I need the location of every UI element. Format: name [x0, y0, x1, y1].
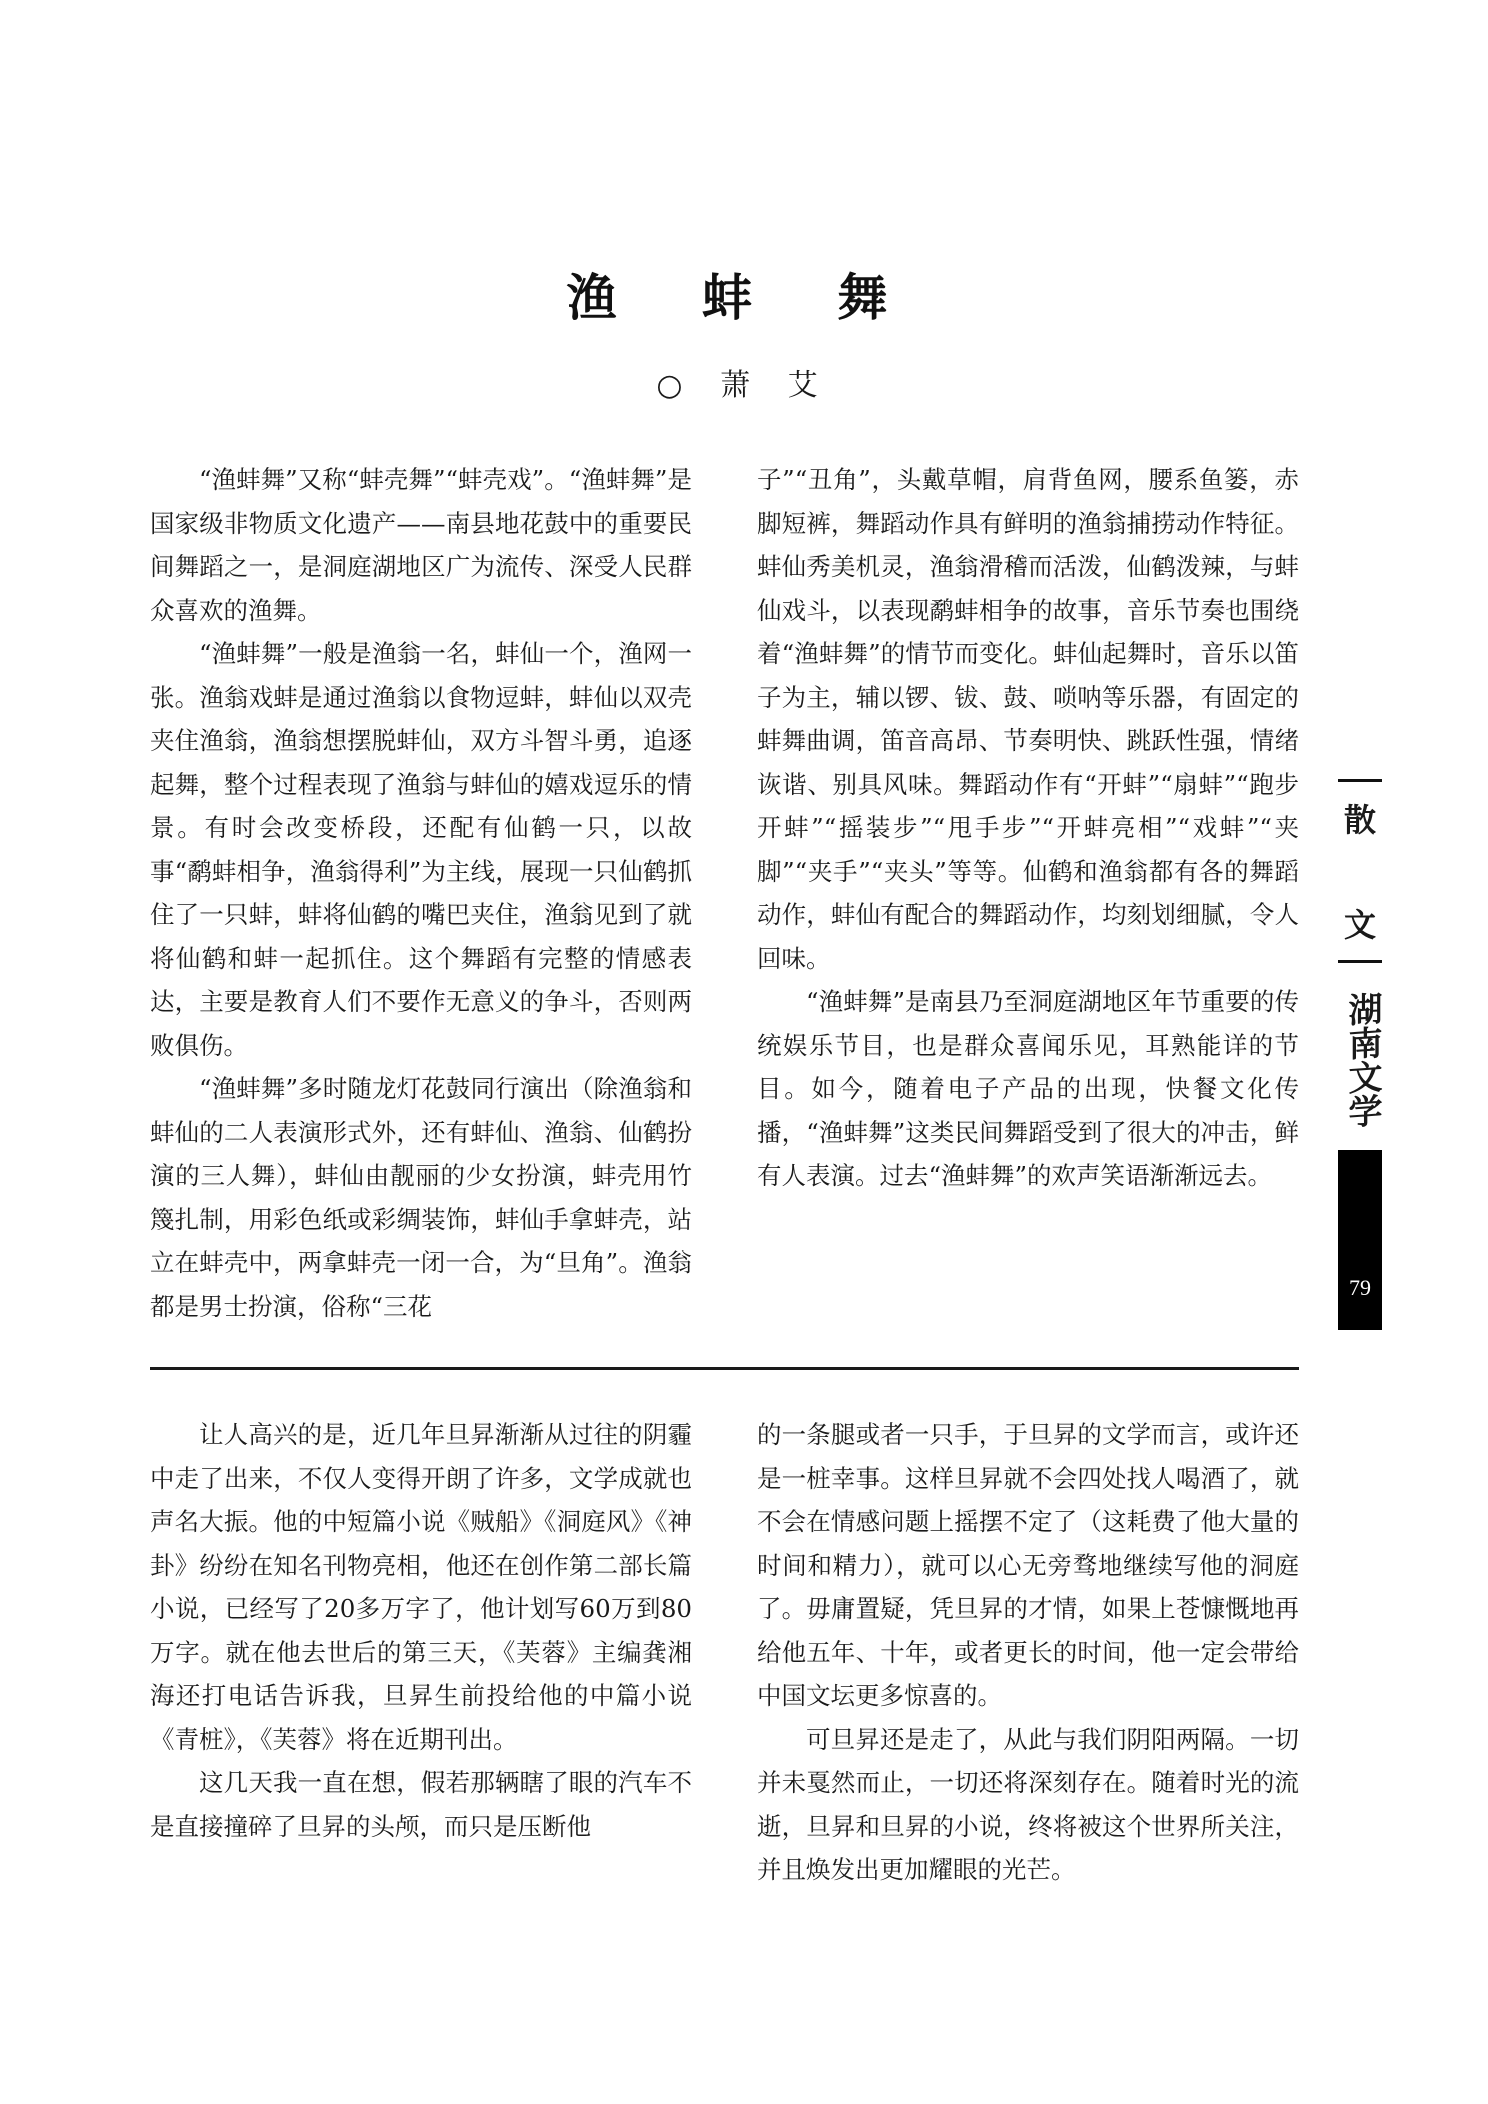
sidebar-rule-middle	[1338, 960, 1382, 963]
section-label-char: 文	[1343, 906, 1376, 944]
column-2	[757, 458, 1299, 1198]
paragraph: 这几天我一直在想，假若那辆瞎了眼的汽车不是直接撞碎了旦昇的头颅，而只是压断他	[150, 1768, 692, 1841]
sidebar-rule-top	[1338, 779, 1382, 782]
paragraph: “渔蚌舞”又称“蚌壳舞”“蚌壳戏”。“渔蚌舞”是国家级非物质文化遗产——南县地花鼓中的重要民间舞蹈之一，是洞庭湖地区广为流传、深受人民群众喜欢的渔舞。	[150, 465, 692, 625]
paragraph: “渔蚌舞”一般是渔翁一名，蚌仙一个，渔网一张。渔翁戏蚌是通过渔翁以食物逗蚌，蚌仙以双壳夹住渔翁，渔翁想摆脱蚌仙，双方斗智斗勇，追逐起舞，整个过程表现了渔翁与蚌仙的嬉戏逗乐的情景。有时会改变桥段，还配有仙鹤一只，以故事“鹬蚌相争，渔翁得利”为主线，展现一只仙鹤抓住了一只蚌，蚌将仙鹤的嘴巴夹住，渔翁见到了就将仙鹤和蚌一起抓住。这个舞蹈有完整的情感表达，主要是教育人们不要作无意义的争斗，否则两败俱伤。	[150, 639, 692, 1060]
column-3	[150, 1413, 692, 1848]
column-4	[757, 1413, 1299, 1892]
paragraph: “渔蚌舞”多时随龙灯花鼓同行演出（除渔翁和蚌仙的二人表演形式外，还有蚌仙、渔翁、仙鹤扮演的三人舞），蚌仙由靓丽的少女扮演，蚌壳用竹篾扎制，用彩色纸或彩绸装饰，蚌仙手拿蚌壳，站立在蚌壳中，两拿蚌壳一闭一合，为“旦角”。渔翁都是男士扮演，俗称“三花	[150, 1074, 692, 1321]
section-label-char: 散	[1343, 801, 1376, 839]
column-1	[150, 458, 692, 1328]
article-title: 渔 蚌 舞	[566, 269, 922, 327]
page-number-box	[1338, 1150, 1382, 1330]
article-author: ○ 萧 艾	[656, 368, 832, 403]
paragraph: 的一条腿或者一只手，于旦昇的文学而言，或许还是一桩幸事。这样旦昇就不会四处找人喝酒了，就不会在情感问题上摇摆不定了（这耗费了他大量的时间和精力），就可以心无旁骛地继续写他的洞庭了。毋庸置疑，凭旦昇的才情，如果上苍慷慨地再给他五年、十年，或者更长的时间，他一定会带给中国文坛更多惊喜的。	[757, 1420, 1299, 1710]
magazine-name: 湖南文学	[1342, 990, 1382, 1130]
paragraph: 可旦昇还是走了，从此与我们阴阳两隔。一切并未戛然而止，一切还将深刻存在。随着时光的流逝，旦昇和旦昇的小说，终将被这个世界所关注，并且焕发出更加耀眼的光芒。	[757, 1724, 1299, 1884]
section-divider	[150, 1367, 1299, 1370]
paragraph: 子”“丑角”，头戴草帽，肩背鱼网，腰系鱼篓，赤脚短裤，舞蹈动作具有鲜明的渔翁捕捞动作特征。蚌仙秀美机灵，渔翁滑稽而活泼，仙鹤泼辣，与蚌仙戏斗，以表现鹬蚌相争的故事，音乐节奏也围绕着“渔蚌舞”的情节而变化。蚌仙起舞时，音乐以笛子为主，辅以锣、钹、鼓、唢呐等乐器，有固定的蚌舞曲调，笛音高昂、节奏明快、跳跃性强，情绪诙谐、别具风味。舞蹈动作有“开蚌”“扇蚌”“跑步开蚌”“摇装步”“甩手步”“开蚌亮相”“戏蚌”“夹脚”“夹手”“夹头”等等。仙鹤和渔翁都有各的舞蹈动作，蚌仙有配合的舞蹈动作，均刻划细腻，令人回味。	[757, 465, 1299, 973]
paragraph: 让人高兴的是，近几年旦昇渐渐从过往的阴霾中走了出来，不仅人变得开朗了许多，文学成就也声名大振。他的中短篇小说《贼船》《洞庭风》《神卦》纷纷在知名刊物亮相，他还在创作第二部长篇小说，已经写了20多万字了，他计划写60万到80万字。就在他去世后的第三天，《芙蓉》主编龚湘海还打电话告诉我，旦昇生前投给他的中篇小说《青桩》，《芙蓉》将在近期刊出。	[150, 1420, 692, 1754]
paragraph: “渔蚌舞”是南县乃至洞庭湖地区年节重要的传统娱乐节目，也是群众喜闻乐见，耳熟能详的节目。如今，随着电子产品的出现，快餐文化传播，“渔蚌舞”这类民间舞蹈受到了很大的冲击，鲜有人表演。过去“渔蚌舞”的欢声笑语渐渐远去。	[757, 987, 1299, 1190]
page-number: 79	[1349, 1275, 1371, 1300]
